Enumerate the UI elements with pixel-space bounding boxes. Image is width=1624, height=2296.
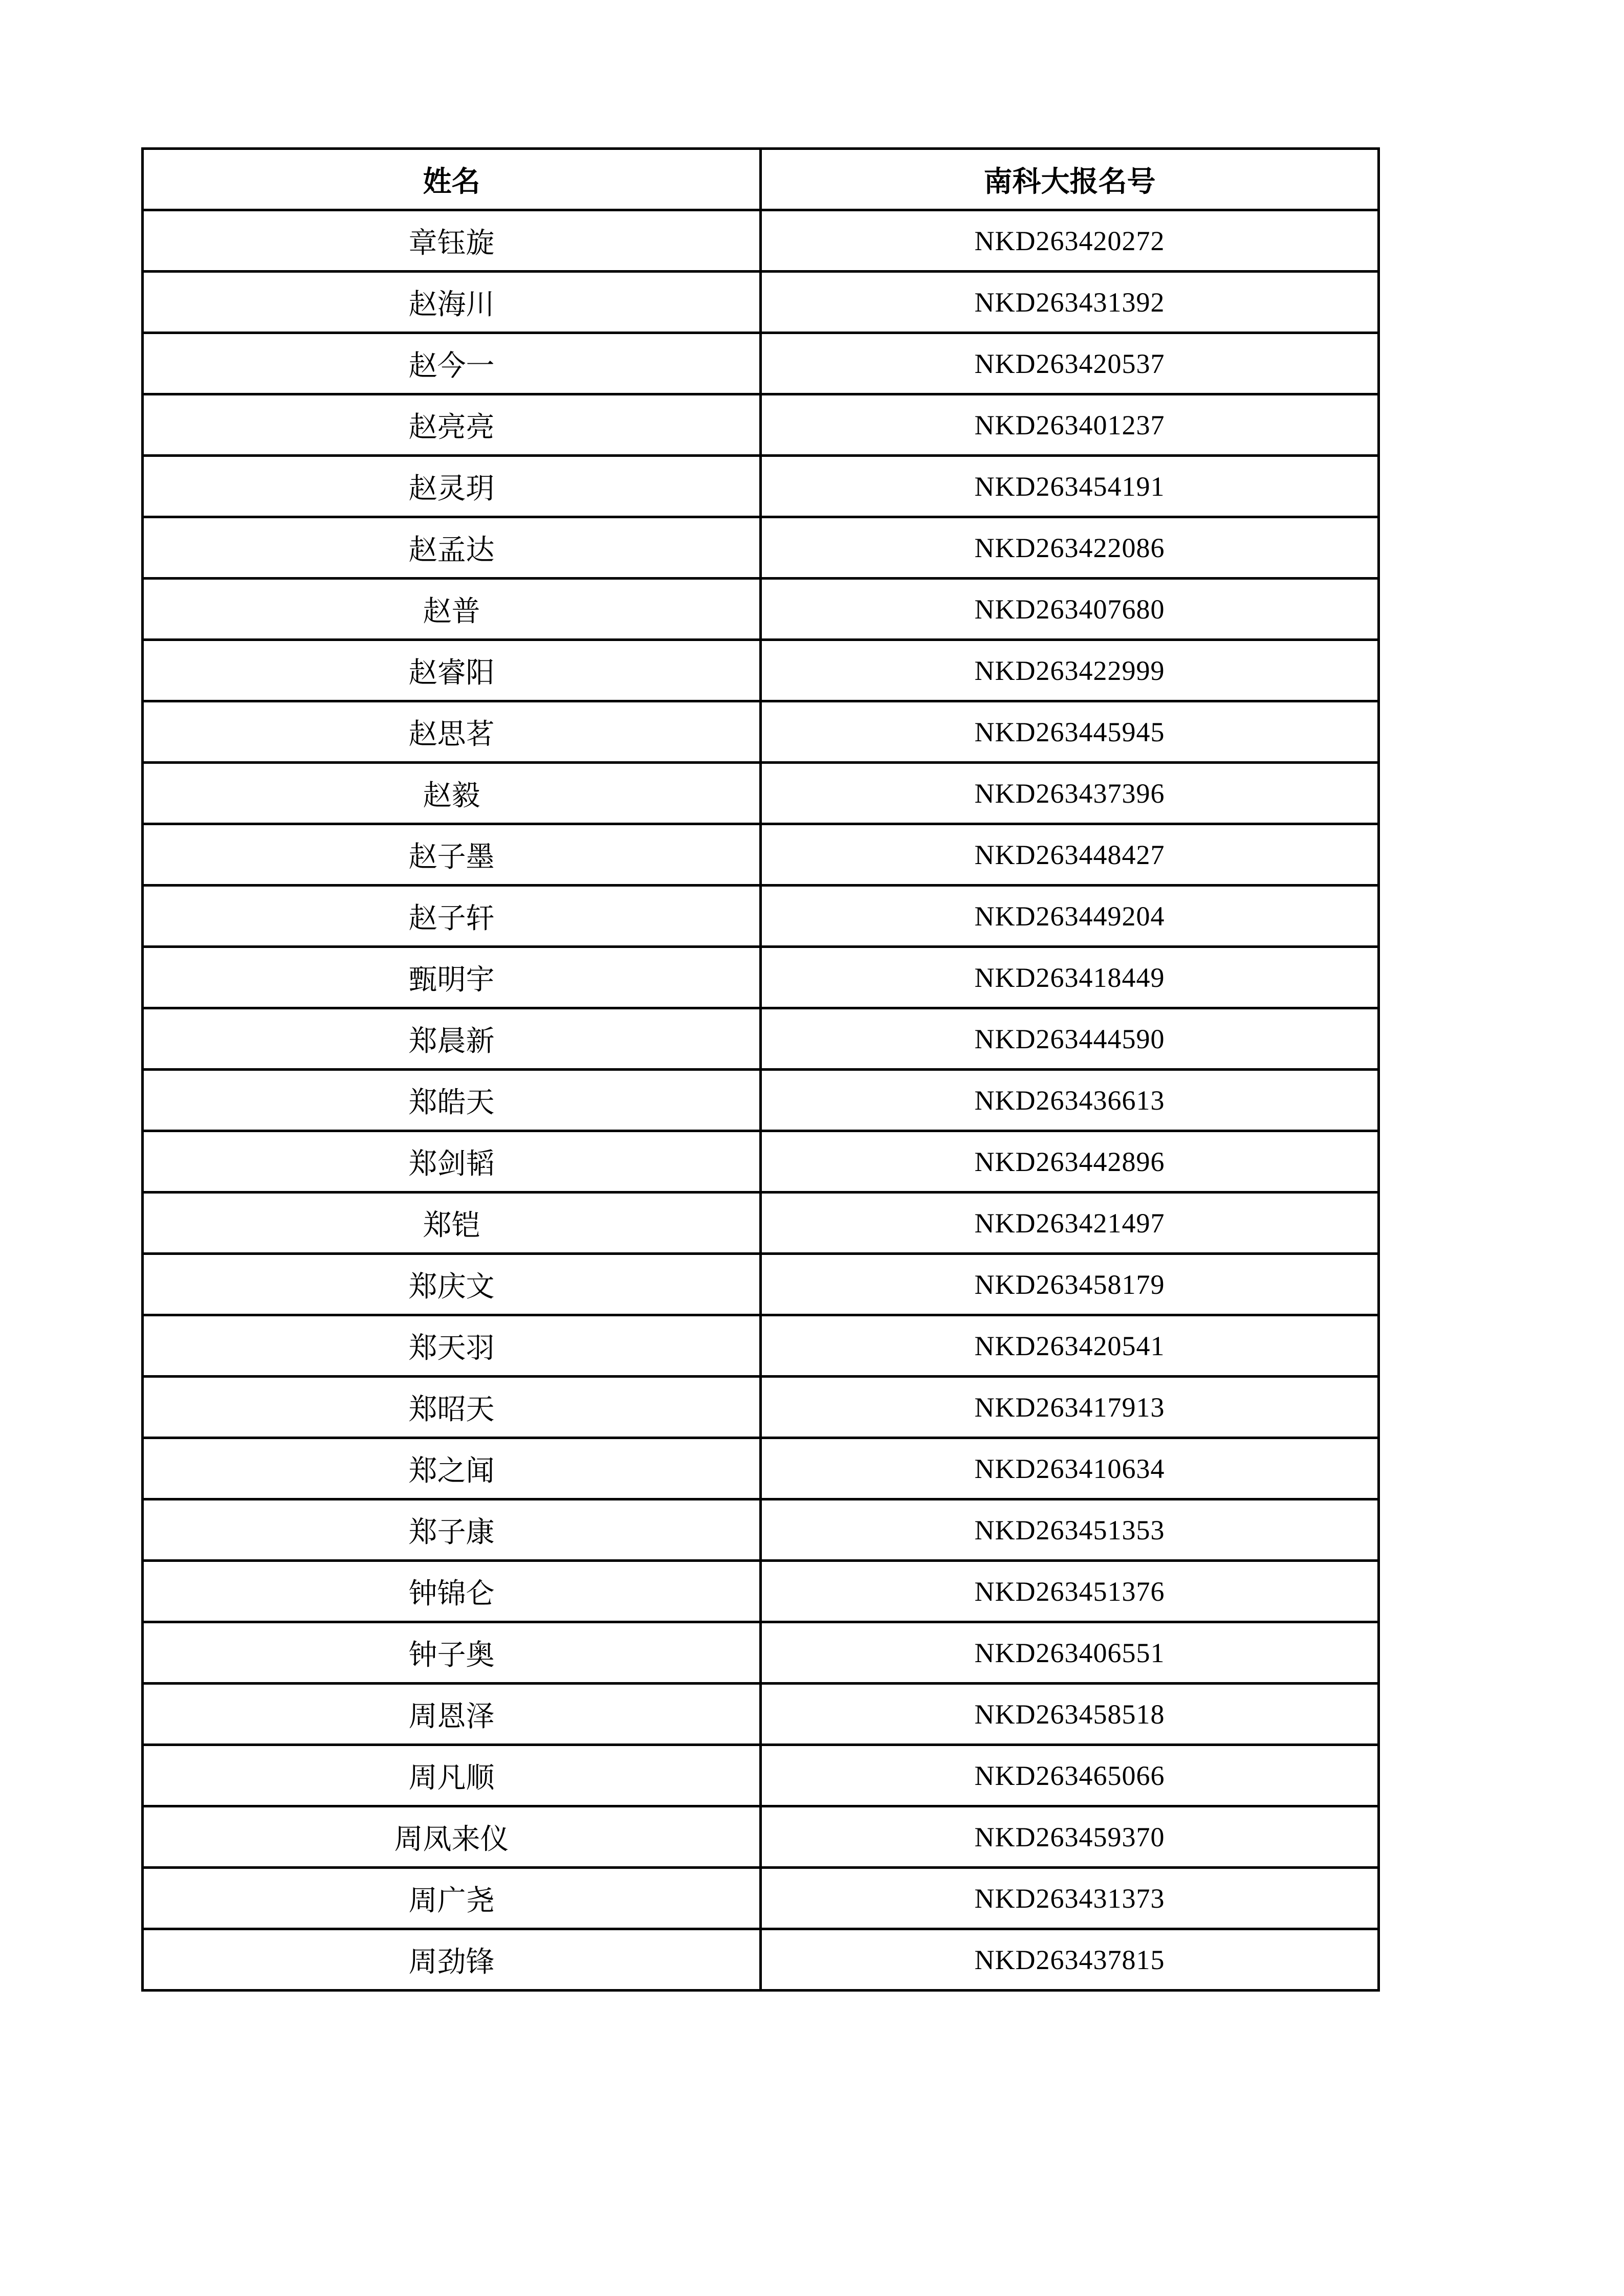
table-row — [143, 1806, 1379, 1868]
cell-name: 周凡顺 — [143, 1745, 761, 1806]
cell-name: 赵子轩 — [143, 886, 761, 947]
cell-name: 郑剑韬 — [143, 1131, 761, 1193]
cell-name: 郑庆文 — [143, 1254, 761, 1315]
cell-registration-number: NKD263418449 — [761, 947, 1379, 1008]
table-body — [143, 210, 1379, 1991]
cell-name: 赵灵玥 — [143, 456, 761, 517]
cell-name: 甄明宇 — [143, 947, 761, 1008]
cell-name: 赵亮亮 — [143, 394, 761, 456]
table-row — [143, 517, 1379, 579]
table-row — [143, 1254, 1379, 1315]
cell-name: 郑晨新 — [143, 1008, 761, 1070]
cell-registration-number: NKD263436613 — [761, 1070, 1379, 1131]
cell-name: 赵孟达 — [143, 517, 761, 579]
column-header-name: 姓名 — [143, 149, 761, 210]
table-row — [143, 1377, 1379, 1438]
table-row — [143, 1745, 1379, 1806]
cell-name: 赵思茗 — [143, 701, 761, 763]
table-row — [143, 701, 1379, 763]
table-row — [143, 333, 1379, 394]
table-row — [143, 1070, 1379, 1131]
cell-registration-number: NKD263410634 — [761, 1438, 1379, 1499]
cell-name: 周劲锋 — [143, 1929, 761, 1991]
cell-name: 钟锦仑 — [143, 1561, 761, 1622]
cell-registration-number: NKD263406551 — [761, 1622, 1379, 1684]
cell-registration-number: NKD263417913 — [761, 1377, 1379, 1438]
table-row — [143, 1561, 1379, 1622]
cell-registration-number: NKD263437815 — [761, 1929, 1379, 1991]
roster-table — [141, 147, 1380, 1992]
cell-name: 郑之闻 — [143, 1438, 761, 1499]
column-header-registration-number: 南科大报名号 — [761, 149, 1379, 210]
cell-registration-number: NKD263420541 — [761, 1315, 1379, 1377]
header-row — [143, 149, 1379, 210]
cell-name: 赵普 — [143, 579, 761, 640]
cell-name: 赵海川 — [143, 272, 761, 333]
cell-name: 周恩泽 — [143, 1684, 761, 1745]
cell-name: 郑子康 — [143, 1499, 761, 1561]
cell-registration-number: NKD263444590 — [761, 1008, 1379, 1070]
cell-name: 赵子墨 — [143, 824, 761, 886]
table-row — [143, 1868, 1379, 1929]
table-row — [143, 456, 1379, 517]
cell-name: 赵毅 — [143, 763, 761, 824]
cell-registration-number: NKD263420272 — [761, 210, 1379, 272]
table-row — [143, 579, 1379, 640]
cell-name: 章钰旋 — [143, 210, 761, 272]
table-row — [143, 1131, 1379, 1193]
table-row — [143, 640, 1379, 701]
cell-registration-number: NKD263459370 — [761, 1806, 1379, 1868]
cell-registration-number: NKD263431392 — [761, 272, 1379, 333]
table-row — [143, 947, 1379, 1008]
table-row — [143, 886, 1379, 947]
cell-name: 郑天羽 — [143, 1315, 761, 1377]
cell-registration-number: NKD263458518 — [761, 1684, 1379, 1745]
cell-registration-number: NKD263449204 — [761, 886, 1379, 947]
table-row — [143, 1315, 1379, 1377]
cell-registration-number: NKD263465066 — [761, 1745, 1379, 1806]
cell-name: 赵睿阳 — [143, 640, 761, 701]
cell-registration-number: NKD263431373 — [761, 1868, 1379, 1929]
cell-registration-number: NKD263442896 — [761, 1131, 1379, 1193]
cell-name: 钟子奥 — [143, 1622, 761, 1684]
cell-name: 周广尧 — [143, 1868, 761, 1929]
cell-name: 郑昭天 — [143, 1377, 761, 1438]
table-row — [143, 272, 1379, 333]
cell-registration-number: NKD263407680 — [761, 579, 1379, 640]
cell-name: 赵今一 — [143, 333, 761, 394]
table-row — [143, 824, 1379, 886]
cell-registration-number: NKD263445945 — [761, 701, 1379, 763]
table-row — [143, 1929, 1379, 1991]
cell-name: 郑皓天 — [143, 1070, 761, 1131]
table-row — [143, 1499, 1379, 1561]
table-row — [143, 394, 1379, 456]
cell-name: 郑铠 — [143, 1193, 761, 1254]
table-row — [143, 210, 1379, 272]
cell-name: 周凤来仪 — [143, 1806, 761, 1868]
cell-registration-number: NKD263451376 — [761, 1561, 1379, 1622]
cell-registration-number: NKD263451353 — [761, 1499, 1379, 1561]
table-row — [143, 1193, 1379, 1254]
cell-registration-number: NKD263437396 — [761, 763, 1379, 824]
table-row — [143, 1622, 1379, 1684]
cell-registration-number: NKD263422086 — [761, 517, 1379, 579]
table-row — [143, 1684, 1379, 1745]
cell-registration-number: NKD263454191 — [761, 456, 1379, 517]
table-row — [143, 1008, 1379, 1070]
table-row — [143, 1438, 1379, 1499]
cell-registration-number: NKD263401237 — [761, 394, 1379, 456]
cell-registration-number: NKD263420537 — [761, 333, 1379, 394]
cell-registration-number: NKD263421497 — [761, 1193, 1379, 1254]
table-row — [143, 763, 1379, 824]
cell-registration-number: NKD263422999 — [761, 640, 1379, 701]
cell-registration-number: NKD263448427 — [761, 824, 1379, 886]
cell-registration-number: NKD263458179 — [761, 1254, 1379, 1315]
